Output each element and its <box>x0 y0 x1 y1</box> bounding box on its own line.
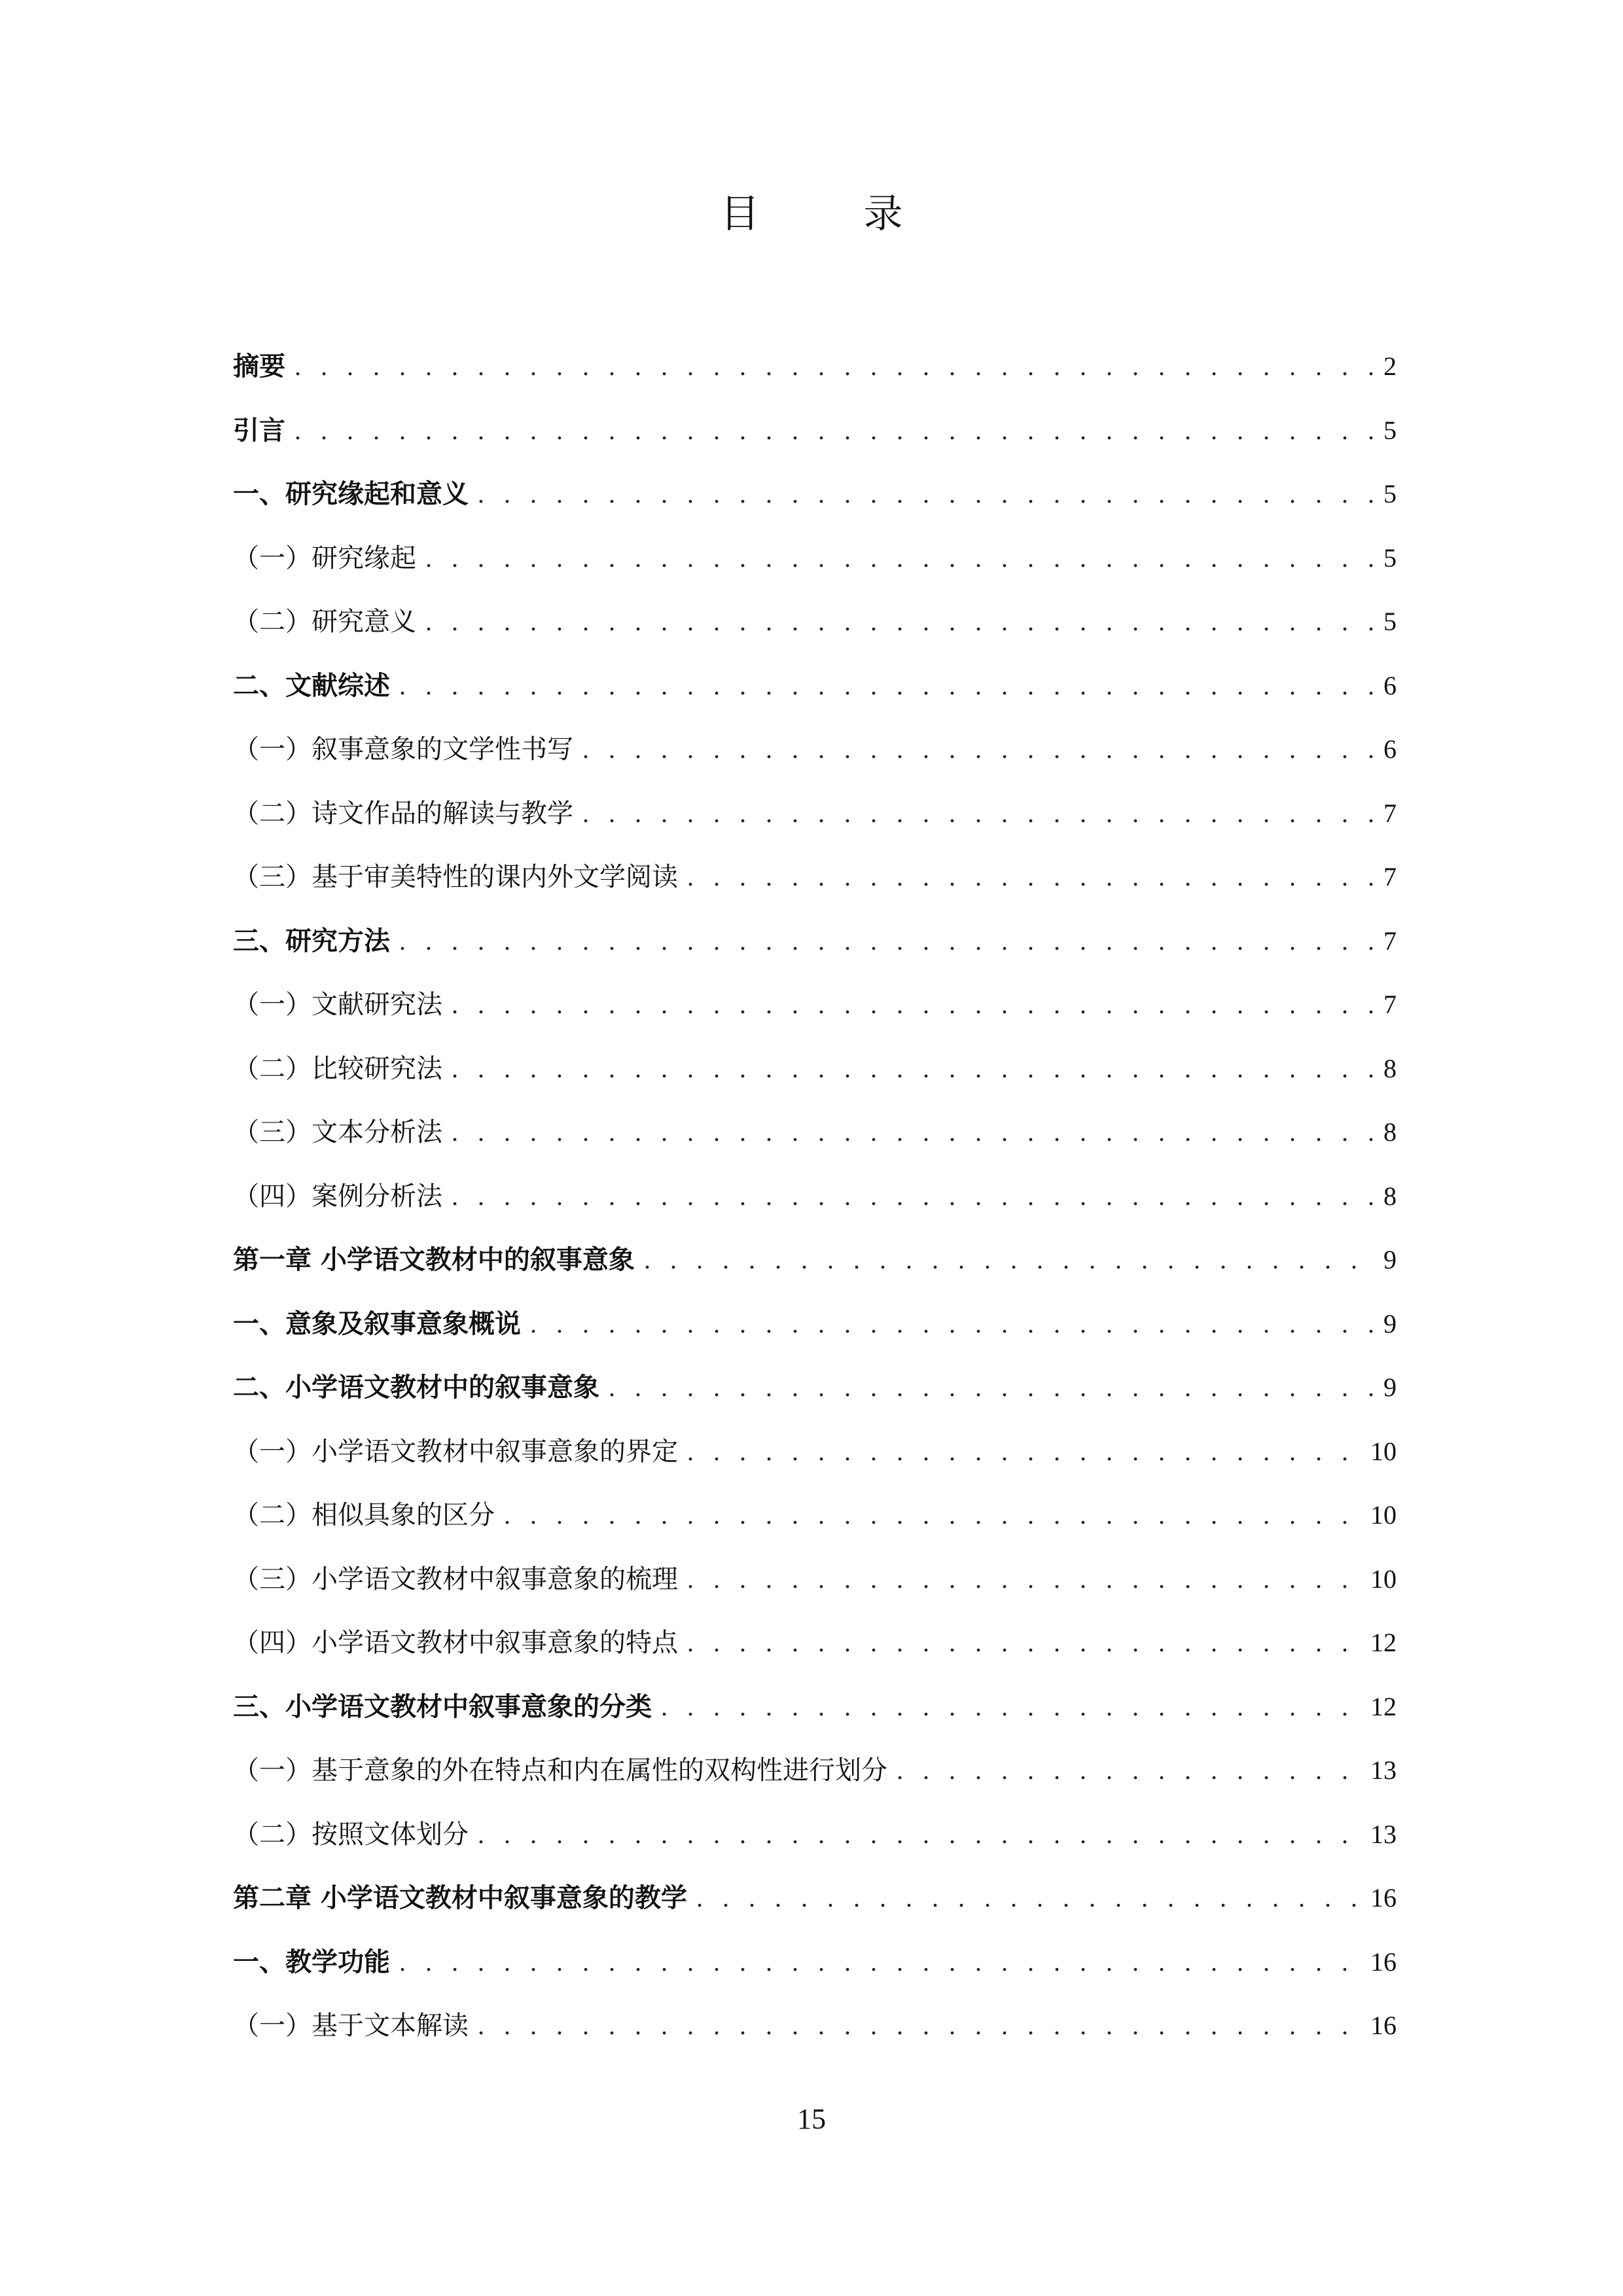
toc-entry[interactable] <box>233 787 1397 852</box>
toc-entry-page: 13 <box>1370 1755 1397 1785</box>
toc-entry-label: （二）研究意义 <box>233 607 416 637</box>
toc-entry-page: 16 <box>1370 1946 1397 1977</box>
toc-entry-label: （二）相似具象的区分 <box>233 1500 495 1530</box>
dot-leader <box>897 1744 1361 1797</box>
toc-entry-label: （一）研究缘起 <box>233 543 416 573</box>
toc-entry-page: 10 <box>1370 1564 1397 1594</box>
toc-entry-label: （一）叙事意象的文学性书写 <box>233 734 573 764</box>
table-of-contents <box>233 340 1397 2064</box>
toc-entry-page: 6 <box>1383 734 1397 764</box>
toc-entry-page: 5 <box>1383 415 1397 445</box>
toc-entry[interactable] <box>233 1234 1397 1298</box>
dot-leader <box>687 1426 1361 1478</box>
toc-entry-page: 8 <box>1383 1181 1397 1211</box>
toc-entry[interactable] <box>233 468 1397 532</box>
dot-leader <box>582 787 1374 840</box>
toc-entry-label: 引言 <box>233 415 285 446</box>
toc-entry[interactable] <box>233 404 1397 469</box>
toc-entry-label: 三、研究方法 <box>233 925 390 956</box>
toc-entry[interactable] <box>233 1936 1397 2000</box>
dot-leader <box>399 915 1374 967</box>
toc-entry-label: （三）小学语文教材中叙事意象的梳理 <box>233 1564 678 1594</box>
toc-entry-page: 16 <box>1370 2011 1397 2040</box>
toc-entry-page: 7 <box>1383 862 1397 891</box>
toc-entry-label: （二）比较研究法 <box>233 1053 442 1084</box>
toc-entry[interactable] <box>233 532 1397 596</box>
dot-leader <box>452 1170 1374 1223</box>
dot-leader <box>582 723 1374 776</box>
toc-entry-page: 5 <box>1383 479 1397 509</box>
toc-entry[interactable] <box>233 1681 1397 1745</box>
toc-entry[interactable] <box>233 915 1397 979</box>
toc-entry-label: 二、文献综述 <box>233 670 390 701</box>
toc-entry-page: 8 <box>1383 1117 1397 1147</box>
dot-leader <box>661 1681 1361 1733</box>
dot-leader <box>644 1234 1374 1286</box>
toc-entry[interactable] <box>233 1489 1397 1553</box>
toc-entry-page: 16 <box>1370 1883 1397 1912</box>
toc-entry-label: （一）基于意象的外在特点和内在属性的双构性进行划分 <box>233 1755 887 1785</box>
toc-entry-label: （四）案例分析法 <box>233 1181 442 1211</box>
toc-entry[interactable] <box>233 1170 1397 1234</box>
toc-entry[interactable] <box>233 1808 1397 1873</box>
toc-entry-page: 7 <box>1383 798 1397 828</box>
dot-leader <box>478 2000 1361 2052</box>
toc-entry[interactable] <box>233 1872 1397 1936</box>
toc-entry-label: 一、教学功能 <box>233 1946 390 1977</box>
toc-entry-label: 第一章 小学语文教材中的叙事意象 <box>233 1245 635 1275</box>
toc-entry[interactable] <box>233 1617 1397 1681</box>
toc-entry-label: 一、研究缘起和意义 <box>233 479 469 509</box>
dot-leader <box>687 1617 1361 1669</box>
toc-entry-page: 10 <box>1370 1500 1397 1530</box>
toc-entry-page: 13 <box>1370 1819 1397 1849</box>
toc-entry-label: 第二章 小学语文教材中叙事意象的教学 <box>233 1883 687 1913</box>
toc-entry-page: 5 <box>1383 543 1397 573</box>
dot-leader <box>530 1298 1374 1350</box>
toc-entry[interactable] <box>233 596 1397 660</box>
toc-entry-page: 2 <box>1383 351 1397 381</box>
toc-entry-page: 12 <box>1370 1628 1397 1657</box>
toc-entry-label: （三）基于审美特性的课内外文学阅读 <box>233 862 678 892</box>
dot-leader <box>425 532 1374 584</box>
dot-leader <box>452 978 1374 1031</box>
toc-entry-label: （一）小学语文教材中叙事意象的界定 <box>233 1436 678 1467</box>
toc-entry-page: 9 <box>1383 1308 1397 1338</box>
dot-leader <box>452 1106 1374 1158</box>
dot-leader <box>399 1936 1361 1988</box>
toc-entry[interactable] <box>233 1426 1397 1490</box>
toc-entry-page: 10 <box>1370 1436 1397 1466</box>
dot-leader <box>478 1808 1361 1861</box>
dot-leader <box>452 1043 1374 1095</box>
toc-entry-page: 8 <box>1383 1053 1397 1083</box>
toc-entry[interactable] <box>233 340 1397 404</box>
dot-leader <box>696 1872 1361 1924</box>
toc-entry-label: （四）小学语文教材中叙事意象的特点 <box>233 1628 678 1658</box>
toc-entry-page: 6 <box>1383 670 1397 700</box>
toc-entry[interactable] <box>233 723 1397 787</box>
toc-entry-label: 摘要 <box>233 351 285 382</box>
toc-entry[interactable] <box>233 1744 1397 1808</box>
dot-leader <box>399 660 1374 712</box>
toc-entry-page: 9 <box>1383 1245 1397 1274</box>
dot-leader <box>609 1361 1374 1414</box>
dot-leader <box>478 468 1374 520</box>
dot-leader <box>294 340 1374 393</box>
toc-entry-label: （一）基于文本解读 <box>233 2011 469 2041</box>
toc-entry-page: 7 <box>1383 925 1397 956</box>
toc-entry-label: （三）文本分析法 <box>233 1117 442 1147</box>
toc-entry[interactable] <box>233 1298 1397 1362</box>
toc-entry-label: 一、意象及叙事意象概说 <box>233 1308 521 1339</box>
dot-leader <box>687 851 1374 903</box>
toc-entry-label: （二）诗文作品的解读与教学 <box>233 798 573 829</box>
toc-entry-label: （二）按照文体划分 <box>233 1819 469 1850</box>
toc-entry[interactable] <box>233 1043 1397 1107</box>
toc-entry[interactable] <box>233 851 1397 915</box>
page-number: 15 <box>797 2103 826 2135</box>
dot-leader <box>294 404 1374 457</box>
page-title: 目 录 <box>720 191 949 237</box>
dot-leader <box>504 1489 1361 1541</box>
toc-entry-page: 5 <box>1383 607 1397 636</box>
toc-entry-page: 12 <box>1370 1691 1397 1721</box>
toc-entry-label: 二、小学语文教材中的叙事意象 <box>233 1372 599 1403</box>
toc-entry-label: 三、小学语文教材中叙事意象的分类 <box>233 1691 652 1722</box>
toc-entry[interactable] <box>233 2000 1397 2064</box>
toc-entry[interactable] <box>233 1106 1397 1170</box>
toc-entry-page: 9 <box>1383 1372 1397 1402</box>
toc-entry-page: 7 <box>1383 990 1397 1019</box>
toc-entry-label: （一）文献研究法 <box>233 990 442 1020</box>
toc-entry[interactable] <box>233 978 1397 1043</box>
toc-entry[interactable] <box>233 1361 1397 1426</box>
toc-entry[interactable] <box>233 1553 1397 1617</box>
dot-leader <box>425 596 1374 648</box>
toc-entry[interactable] <box>233 660 1397 724</box>
dot-leader <box>687 1553 1361 1605</box>
